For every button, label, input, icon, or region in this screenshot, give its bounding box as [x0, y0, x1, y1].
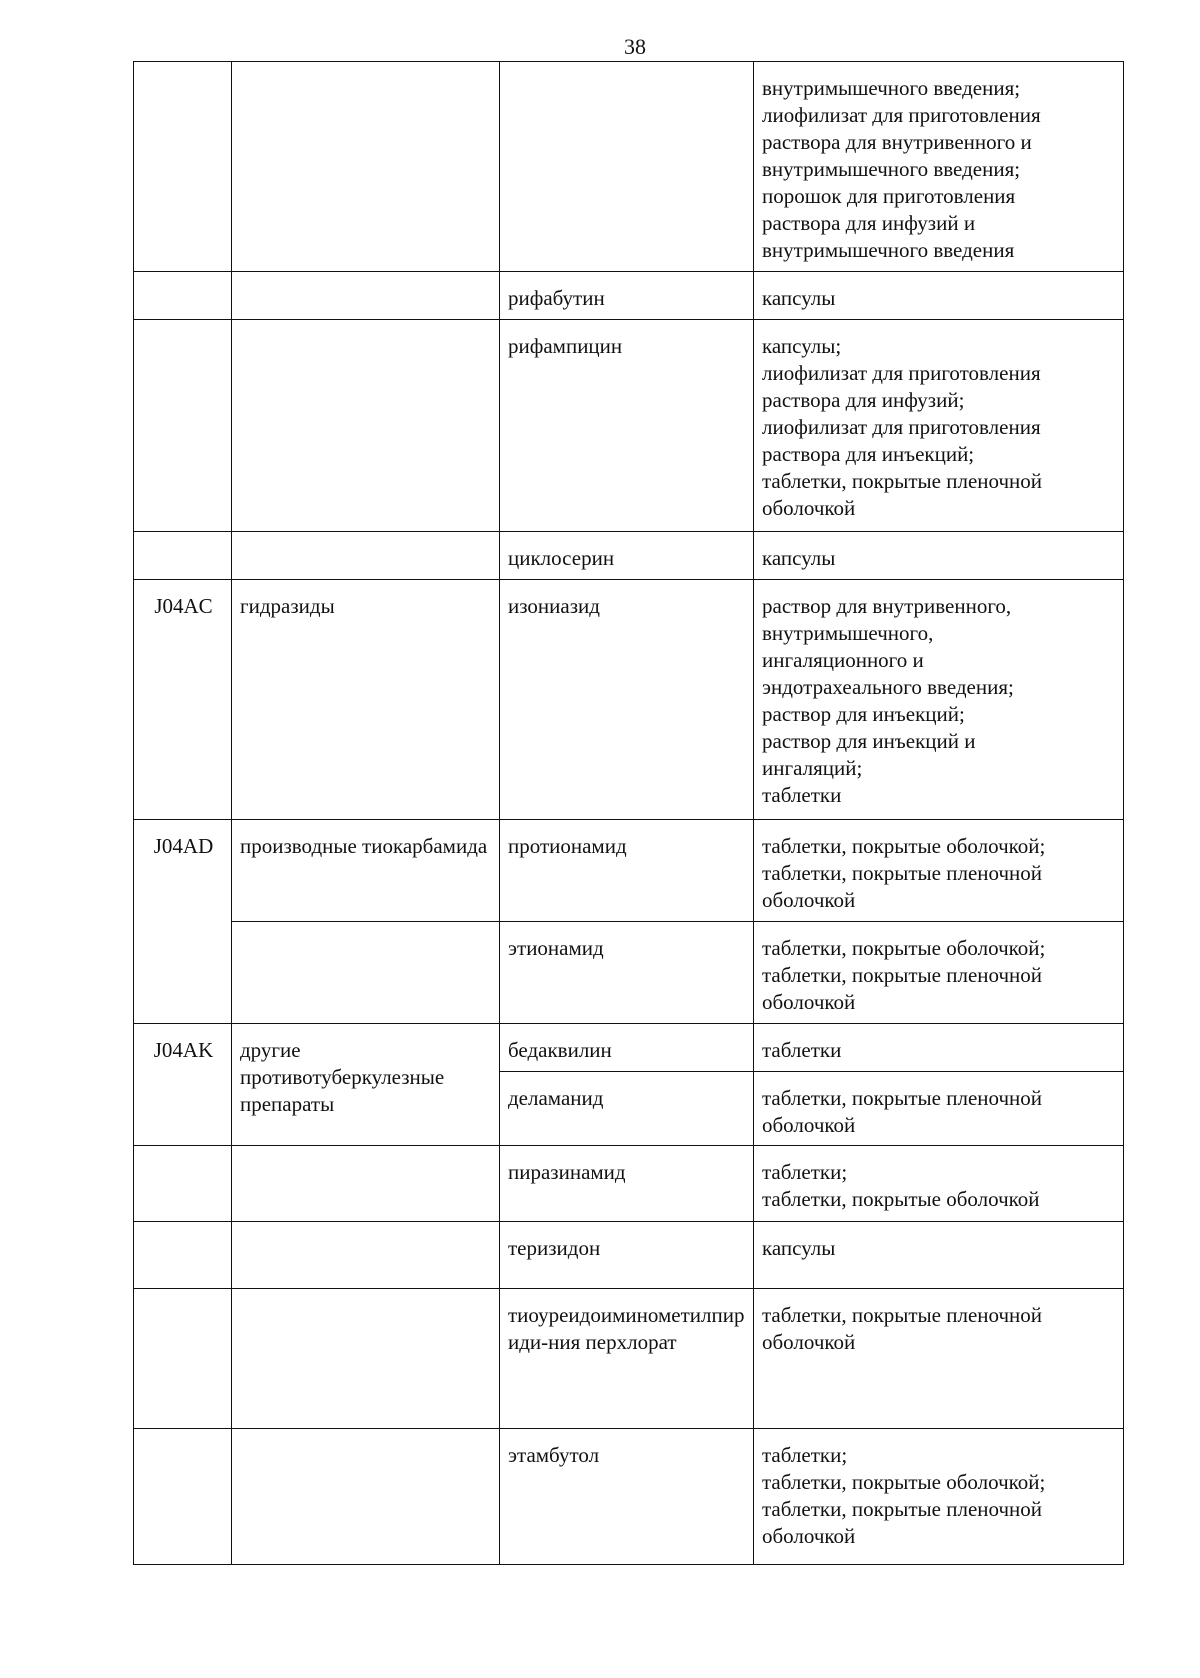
dosage-form-line: раствор для инъекций и — [762, 729, 976, 753]
dosage-form-cell — [754, 580, 1124, 820]
drug-name-cell: пиразинамид — [500, 1146, 754, 1222]
table-row — [134, 922, 1124, 1024]
drug-table — [133, 61, 1124, 1565]
dosage-form-line: таблетки — [762, 1038, 842, 1062]
table-row — [134, 820, 1124, 922]
drug-name-cell: изониазид — [500, 580, 754, 820]
dosage-form-line: раствор для внутривенного, — [762, 594, 1012, 618]
group-cell — [232, 62, 500, 272]
dosage-form-line: внутримышечного, — [762, 621, 934, 645]
dosage-form-line: таблетки, покрытые оболочкой — [762, 1187, 1040, 1211]
table-row — [134, 532, 1124, 580]
atc-code-cell — [134, 1146, 232, 1222]
drug-name-cell: бедаквилин — [500, 1024, 754, 1072]
dosage-form-line: внутримышечного введения; — [762, 76, 1021, 100]
drug-name-cell: теризидон — [500, 1222, 754, 1289]
group-cell: другие противотуберкулезные препараты — [232, 1024, 500, 1146]
dosage-form-line: раствора для внутривенного и — [762, 130, 1032, 154]
dosage-form-line: лиофилизат для приготовления — [762, 361, 1041, 385]
dosage-form-cell — [754, 1429, 1124, 1565]
dosage-form-line: таблетки — [762, 783, 842, 807]
dosage-form-line: таблетки, покрытые пленочной — [762, 1086, 1043, 1110]
group-cell — [232, 320, 500, 532]
dosage-form-line: оболочкой — [762, 1524, 856, 1548]
dosage-form-line: таблетки, покрытые оболочкой; — [762, 1470, 1046, 1494]
drug-name-cell: рифампицин — [500, 320, 754, 532]
dosage-form-cell — [754, 320, 1124, 532]
drug-name-cell: рифабутин — [500, 272, 754, 320]
dosage-form-cell — [754, 1072, 1124, 1146]
dosage-form-line: оболочкой — [762, 1113, 856, 1137]
dosage-form-cell — [754, 1024, 1124, 1072]
dosage-form-line: капсулы — [762, 286, 836, 310]
group-cell — [232, 1429, 500, 1565]
table-row — [134, 272, 1124, 320]
atc-code-cell: J04AC — [134, 580, 232, 820]
drug-name-cell: этамбутол — [500, 1429, 754, 1565]
atc-code-cell — [134, 62, 232, 272]
drug-name-cell: деламанид — [500, 1072, 754, 1146]
dosage-form-line: ингаляционного и — [762, 648, 924, 672]
table-row — [134, 1146, 1124, 1222]
group-cell — [232, 922, 500, 1024]
dosage-form-cell — [754, 1222, 1124, 1289]
atc-code-cell — [134, 1222, 232, 1289]
group-cell — [232, 1222, 500, 1289]
dosage-form-line: таблетки; — [762, 1443, 848, 1467]
dosage-form-line: капсулы — [762, 1236, 836, 1260]
dosage-form-line: ингаляций; — [762, 756, 863, 780]
table-row — [134, 580, 1124, 820]
drug-name-cell: тиоуреидоиминометилпириди-ния перхлорат — [500, 1289, 754, 1429]
dosage-form-line: раствора для инфузий и — [762, 211, 976, 235]
atc-code-cell — [134, 272, 232, 320]
drug-name-cell: циклосерин — [500, 532, 754, 580]
table-row — [134, 62, 1124, 272]
dosage-form-line: капсулы — [762, 546, 836, 570]
table-row — [134, 1024, 1124, 1072]
group-cell — [232, 532, 500, 580]
table-row — [134, 1429, 1124, 1565]
dosage-form-line: таблетки, покрытые пленочной — [762, 1497, 1043, 1521]
dosage-form-cell — [754, 1289, 1124, 1429]
dosage-form-line: лиофилизат для приготовления — [762, 103, 1041, 127]
dosage-form-line: эндотрахеального введения; — [762, 675, 1014, 699]
dosage-form-line: таблетки, покрытые пленочной — [762, 963, 1043, 987]
dosage-form-line: порошок для приготовления — [762, 184, 1016, 208]
dosage-form-line: внутримышечного введения; — [762, 157, 1021, 181]
dosage-form-cell — [754, 1146, 1124, 1222]
group-cell: производные тиокарбамида — [232, 820, 500, 922]
atc-code-cell — [134, 1289, 232, 1429]
dosage-form-line: оболочкой — [762, 1330, 856, 1354]
atc-code-cell — [134, 1429, 232, 1565]
dosage-form-line: оболочкой — [762, 990, 856, 1014]
drug-name-cell — [500, 62, 754, 272]
dosage-form-cell — [754, 922, 1124, 1024]
group-cell — [232, 1289, 500, 1429]
drug-name-cell: этионамид — [500, 922, 754, 1024]
dosage-form-line: капсулы; — [762, 334, 842, 358]
drug-name-cell: протионамид — [500, 820, 754, 922]
dosage-form-line: внутримышечного введения — [762, 238, 1015, 262]
atc-code-cell — [134, 320, 232, 532]
group-cell — [232, 272, 500, 320]
dosage-form-line: таблетки, покрытые пленочной — [762, 469, 1043, 493]
dosage-form-line: раствор для инъекций; — [762, 702, 965, 726]
atc-code-cell — [134, 532, 232, 580]
table-row — [134, 1289, 1124, 1429]
table-row — [134, 1222, 1124, 1289]
dosage-form-line: таблетки, покрытые оболочкой; — [762, 936, 1046, 960]
dosage-form-line: таблетки, покрытые пленочной — [762, 1303, 1043, 1327]
dosage-form-cell — [754, 272, 1124, 320]
dosage-form-line: оболочкой — [762, 888, 856, 912]
dosage-form-line: раствора для инфузий; — [762, 388, 965, 412]
atc-code-cell: J04AD — [134, 820, 232, 1024]
dosage-form-line: таблетки, покрытые пленочной — [762, 861, 1043, 885]
group-cell — [232, 1146, 500, 1222]
group-cell: гидразиды — [232, 580, 500, 820]
dosage-form-line: таблетки, покрытые оболочкой; — [762, 834, 1046, 858]
dosage-form-line: таблетки; — [762, 1160, 848, 1184]
page-number: 38 — [624, 34, 646, 59]
dosage-form-line: оболочкой — [762, 496, 856, 520]
table-row — [134, 320, 1124, 532]
dosage-form-cell — [754, 62, 1124, 272]
dosage-form-cell — [754, 820, 1124, 922]
dosage-form-line: раствора для инъекций; — [762, 442, 975, 466]
dosage-form-cell — [754, 532, 1124, 580]
atc-code-cell: J04AK — [134, 1024, 232, 1146]
dosage-form-line: лиофилизат для приготовления — [762, 415, 1041, 439]
